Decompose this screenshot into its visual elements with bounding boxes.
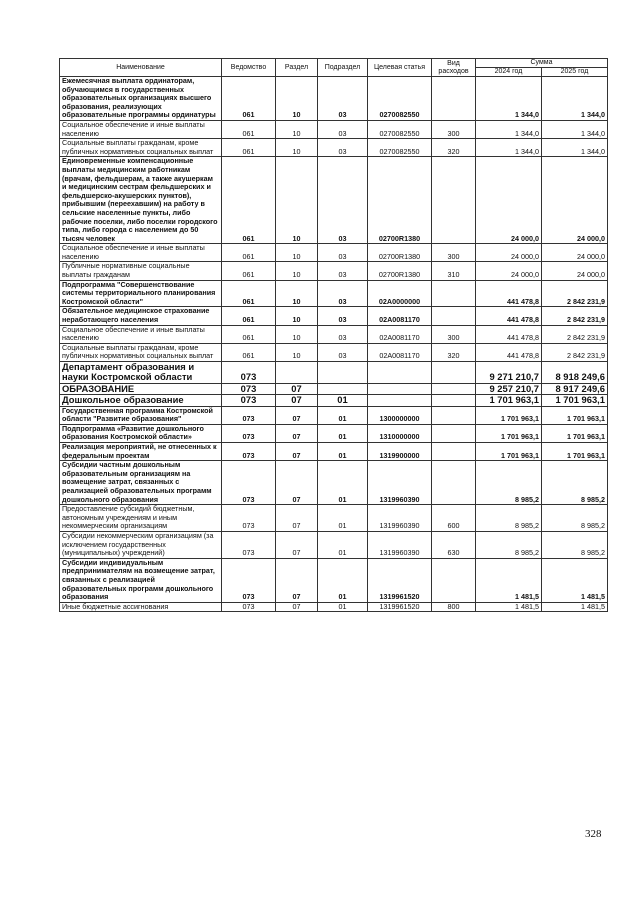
row-value-2025: 8 985,2 bbox=[542, 505, 608, 532]
row-dept: 073 bbox=[222, 406, 276, 424]
row-section: 10 bbox=[276, 307, 318, 325]
row-exp-type bbox=[432, 424, 476, 442]
row-value-2024: 1 344,0 bbox=[476, 120, 542, 138]
row-value-2024: 1 481,5 bbox=[476, 558, 542, 602]
table-row bbox=[60, 244, 608, 262]
table-row bbox=[60, 280, 608, 307]
row-exp-type bbox=[432, 280, 476, 307]
row-value-2024: 9 271 210,7 bbox=[476, 362, 542, 384]
row-value-2024: 1 701 963,1 bbox=[476, 406, 542, 424]
row-target: 1319900000 bbox=[368, 443, 432, 461]
row-dept: 061 bbox=[222, 139, 276, 157]
row-name: Подпрограмма «Развитие дошкольного образования Костромской области» bbox=[60, 424, 222, 442]
row-dept: 073 bbox=[222, 558, 276, 602]
row-name: Ежемесячная выплата ординаторам, обучающимся в государственных образовательных организациях высшего образования, реализующих образовательные программы ординатуры bbox=[60, 77, 222, 121]
row-subsection: 03 bbox=[318, 280, 368, 307]
row-section: 07 bbox=[276, 602, 318, 612]
row-name: Обязательное медицинское страхование неработающего населения bbox=[60, 307, 222, 325]
row-exp-type bbox=[432, 157, 476, 244]
row-target: 02A0000000 bbox=[368, 280, 432, 307]
row-section: 07 bbox=[276, 395, 318, 406]
table-row bbox=[60, 262, 608, 280]
row-target: 02700R1380 bbox=[368, 262, 432, 280]
row-name: Субсидии индивидуальным предпринимателям на возмещение затрат, связанных с реализацией образовательных программ дошкольного образования bbox=[60, 558, 222, 602]
row-subsection: 01 bbox=[318, 443, 368, 461]
row-section: 07 bbox=[276, 505, 318, 532]
row-value-2024: 1 701 963,1 bbox=[476, 424, 542, 442]
row-subsection bbox=[318, 383, 368, 394]
row-target: 02A0081170 bbox=[368, 307, 432, 325]
table-row bbox=[60, 505, 608, 532]
row-section: 10 bbox=[276, 244, 318, 262]
row-value-2024: 1 481,5 bbox=[476, 602, 542, 612]
row-section: 10 bbox=[276, 139, 318, 157]
row-exp-type bbox=[432, 443, 476, 461]
table-row bbox=[60, 343, 608, 361]
row-dept: 061 bbox=[222, 157, 276, 244]
row-exp-type: 630 bbox=[432, 531, 476, 558]
row-section: 07 bbox=[276, 558, 318, 602]
row-target: 1300000000 bbox=[368, 406, 432, 424]
row-value-2024: 1 701 963,1 bbox=[476, 443, 542, 461]
row-dept: 061 bbox=[222, 77, 276, 121]
row-subsection: 01 bbox=[318, 531, 368, 558]
row-dept: 073 bbox=[222, 602, 276, 612]
row-value-2024: 8 985,2 bbox=[476, 531, 542, 558]
row-name: Департамент образования и науки Костромской области bbox=[60, 362, 222, 384]
row-name: Подпрограмма "Совершенствование системы территориального планирования Костромской области" bbox=[60, 280, 222, 307]
row-section: 10 bbox=[276, 77, 318, 121]
row-subsection bbox=[318, 362, 368, 384]
row-value-2024: 9 257 210,7 bbox=[476, 383, 542, 394]
row-target: 1319961520 bbox=[368, 558, 432, 602]
table-body bbox=[60, 77, 608, 612]
header-year-2024: 2024 год bbox=[476, 68, 542, 77]
row-dept: 073 bbox=[222, 424, 276, 442]
table-header bbox=[60, 59, 608, 77]
table-row bbox=[60, 139, 608, 157]
row-dept: 061 bbox=[222, 120, 276, 138]
row-exp-type bbox=[432, 383, 476, 394]
row-target: 1319960390 bbox=[368, 531, 432, 558]
row-dept: 073 bbox=[222, 395, 276, 406]
table-row bbox=[60, 531, 608, 558]
row-name: Социальное обеспечение и иные выплаты населению bbox=[60, 120, 222, 138]
row-name: Социальные выплаты гражданам, кроме публичных нормативных социальных выплат bbox=[60, 139, 222, 157]
row-section: 07 bbox=[276, 443, 318, 461]
row-name: Иные бюджетные ассигнования bbox=[60, 602, 222, 612]
row-dept: 073 bbox=[222, 383, 276, 394]
row-section: 10 bbox=[276, 280, 318, 307]
table-row bbox=[60, 558, 608, 602]
row-target bbox=[368, 362, 432, 384]
row-name: Социальное обеспечение и иные выплаты населению bbox=[60, 325, 222, 343]
row-target: 02700R1380 bbox=[368, 244, 432, 262]
row-value-2024: 441 478,8 bbox=[476, 325, 542, 343]
table-row bbox=[60, 461, 608, 505]
row-target bbox=[368, 383, 432, 394]
row-target: 1319960390 bbox=[368, 461, 432, 505]
budget-table bbox=[59, 58, 608, 612]
row-subsection: 03 bbox=[318, 244, 368, 262]
row-value-2025: 24 000,0 bbox=[542, 157, 608, 244]
row-value-2025: 1 481,5 bbox=[542, 558, 608, 602]
row-exp-type bbox=[432, 558, 476, 602]
row-section: 07 bbox=[276, 383, 318, 394]
row-dept: 073 bbox=[222, 443, 276, 461]
table-row bbox=[60, 77, 608, 121]
table-row bbox=[60, 406, 608, 424]
row-dept: 061 bbox=[222, 244, 276, 262]
row-subsection: 03 bbox=[318, 120, 368, 138]
row-value-2025: 2 842 231,9 bbox=[542, 343, 608, 361]
row-exp-type: 320 bbox=[432, 139, 476, 157]
row-name: Субсидии частным дошкольным образовательным организациям на возмещение затрат, связанных с реализацией образовательных программ дошкольного образования bbox=[60, 461, 222, 505]
row-section: 10 bbox=[276, 325, 318, 343]
row-value-2025: 8 918 249,6 bbox=[542, 362, 608, 384]
row-target: 02A0081170 bbox=[368, 343, 432, 361]
row-section: 10 bbox=[276, 157, 318, 244]
row-value-2024: 1 344,0 bbox=[476, 139, 542, 157]
row-name: Реализация мероприятий, не отнесенных к федеральным проектам bbox=[60, 443, 222, 461]
row-dept: 061 bbox=[222, 307, 276, 325]
row-value-2025: 24 000,0 bbox=[542, 244, 608, 262]
row-subsection: 01 bbox=[318, 602, 368, 612]
row-dept: 061 bbox=[222, 343, 276, 361]
row-target: 1319960390 bbox=[368, 505, 432, 532]
row-name: Социальное обеспечение и иные выплаты населению bbox=[60, 244, 222, 262]
row-section: 07 bbox=[276, 406, 318, 424]
row-value-2025: 8 985,2 bbox=[542, 531, 608, 558]
row-value-2025: 2 842 231,9 bbox=[542, 307, 608, 325]
row-section bbox=[276, 362, 318, 384]
row-target: 02A0081170 bbox=[368, 325, 432, 343]
row-section: 07 bbox=[276, 424, 318, 442]
table-row bbox=[60, 157, 608, 244]
row-value-2024: 1 701 963,1 bbox=[476, 395, 542, 406]
row-name: Единовременные компенсационные выплаты медицинским работникам (врачам, фельдшерам, а также акушеркам и медицинским сестрам фельдшерских и фельдшерско-акушерских пунктов), прибывшим (переехавшим) на работу в сельские населенные пункты, либо рабочие поселки, либо поселки городского типа, либо города с населением до 50 тысяч человек bbox=[60, 157, 222, 244]
header-exp-type: Вид расходов bbox=[432, 59, 476, 77]
row-value-2025: 1 481,5 bbox=[542, 602, 608, 612]
row-target: 1310000000 bbox=[368, 424, 432, 442]
row-section: 10 bbox=[276, 343, 318, 361]
row-dept: 073 bbox=[222, 531, 276, 558]
row-target bbox=[368, 395, 432, 406]
row-dept: 061 bbox=[222, 325, 276, 343]
row-exp-type: 300 bbox=[432, 244, 476, 262]
row-target: 0270082550 bbox=[368, 120, 432, 138]
row-dept: 061 bbox=[222, 280, 276, 307]
row-section: 10 bbox=[276, 120, 318, 138]
table-row bbox=[60, 120, 608, 138]
row-value-2025: 1 344,0 bbox=[542, 77, 608, 121]
row-value-2024: 24 000,0 bbox=[476, 262, 542, 280]
row-value-2025: 1 344,0 bbox=[542, 139, 608, 157]
row-target: 02700R1380 bbox=[368, 157, 432, 244]
row-exp-type bbox=[432, 395, 476, 406]
row-section: 07 bbox=[276, 531, 318, 558]
row-subsection: 03 bbox=[318, 77, 368, 121]
row-value-2024: 24 000,0 bbox=[476, 157, 542, 244]
row-value-2025: 1 701 963,1 bbox=[542, 443, 608, 461]
header-name: Наименование bbox=[60, 59, 222, 77]
row-value-2025: 2 842 231,9 bbox=[542, 280, 608, 307]
row-value-2025: 8 917 249,6 bbox=[542, 383, 608, 394]
table-row bbox=[60, 443, 608, 461]
table-row bbox=[60, 325, 608, 343]
header-target: Целевая статья bbox=[368, 59, 432, 77]
row-value-2024: 1 344,0 bbox=[476, 77, 542, 121]
row-target: 1319961520 bbox=[368, 602, 432, 612]
row-target: 0270082550 bbox=[368, 139, 432, 157]
header-subsection: Подраздел bbox=[318, 59, 368, 77]
row-name: Социальные выплаты гражданам, кроме публичных нормативных социальных выплат bbox=[60, 343, 222, 361]
row-exp-type bbox=[432, 406, 476, 424]
row-dept: 073 bbox=[222, 362, 276, 384]
row-target: 0270082550 bbox=[368, 77, 432, 121]
table-row bbox=[60, 362, 608, 384]
row-name: Дошкольное образование bbox=[60, 395, 222, 406]
row-value-2024: 8 985,2 bbox=[476, 461, 542, 505]
row-exp-type bbox=[432, 77, 476, 121]
row-value-2024: 441 478,8 bbox=[476, 280, 542, 307]
row-subsection: 01 bbox=[318, 424, 368, 442]
row-exp-type bbox=[432, 307, 476, 325]
row-exp-type: 310 bbox=[432, 262, 476, 280]
header-year-2025: 2025 год bbox=[542, 68, 608, 77]
row-subsection: 01 bbox=[318, 461, 368, 505]
row-value-2024: 24 000,0 bbox=[476, 244, 542, 262]
row-value-2025: 2 842 231,9 bbox=[542, 325, 608, 343]
row-subsection: 01 bbox=[318, 406, 368, 424]
table-row bbox=[60, 602, 608, 612]
row-name: Субсидии некоммерческим организациям (за исключением государственных (муниципальных) учреждений) bbox=[60, 531, 222, 558]
table-row bbox=[60, 383, 608, 394]
header-section: Раздел bbox=[276, 59, 318, 77]
row-dept: 073 bbox=[222, 461, 276, 505]
row-exp-type bbox=[432, 461, 476, 505]
row-subsection: 03 bbox=[318, 343, 368, 361]
page-number: 328 bbox=[585, 828, 602, 840]
row-exp-type: 600 bbox=[432, 505, 476, 532]
row-exp-type: 300 bbox=[432, 325, 476, 343]
row-value-2025: 24 000,0 bbox=[542, 262, 608, 280]
row-name: Публичные нормативные социальные выплаты гражданам bbox=[60, 262, 222, 280]
row-name: Государственная программа Костромской области "Развитие образования" bbox=[60, 406, 222, 424]
row-subsection: 01 bbox=[318, 558, 368, 602]
row-section: 10 bbox=[276, 262, 318, 280]
row-dept: 073 bbox=[222, 505, 276, 532]
row-exp-type: 300 bbox=[432, 120, 476, 138]
row-name: Предоставление субсидий бюджетным, автономным учреждениям и иным некоммерческим организациям bbox=[60, 505, 222, 532]
row-subsection: 03 bbox=[318, 307, 368, 325]
row-value-2025: 1 701 963,1 bbox=[542, 395, 608, 406]
table-row bbox=[60, 307, 608, 325]
row-value-2025: 8 985,2 bbox=[542, 461, 608, 505]
row-value-2024: 8 985,2 bbox=[476, 505, 542, 532]
row-value-2025: 1 344,0 bbox=[542, 120, 608, 138]
row-dept: 061 bbox=[222, 262, 276, 280]
row-value-2024: 441 478,8 bbox=[476, 343, 542, 361]
row-section: 07 bbox=[276, 461, 318, 505]
row-exp-type: 320 bbox=[432, 343, 476, 361]
row-value-2024: 441 478,8 bbox=[476, 307, 542, 325]
table-row bbox=[60, 424, 608, 442]
row-name: ОБРАЗОВАНИЕ bbox=[60, 383, 222, 394]
header-sum: Сумма bbox=[476, 59, 608, 68]
row-subsection: 03 bbox=[318, 157, 368, 244]
row-exp-type: 800 bbox=[432, 602, 476, 612]
row-exp-type bbox=[432, 362, 476, 384]
row-subsection: 03 bbox=[318, 262, 368, 280]
header-dept: Ведомство bbox=[222, 59, 276, 77]
row-value-2025: 1 701 963,1 bbox=[542, 406, 608, 424]
row-subsection: 01 bbox=[318, 395, 368, 406]
row-subsection: 03 bbox=[318, 139, 368, 157]
row-subsection: 03 bbox=[318, 325, 368, 343]
row-value-2025: 1 701 963,1 bbox=[542, 424, 608, 442]
row-subsection: 01 bbox=[318, 505, 368, 532]
table-row bbox=[60, 395, 608, 406]
